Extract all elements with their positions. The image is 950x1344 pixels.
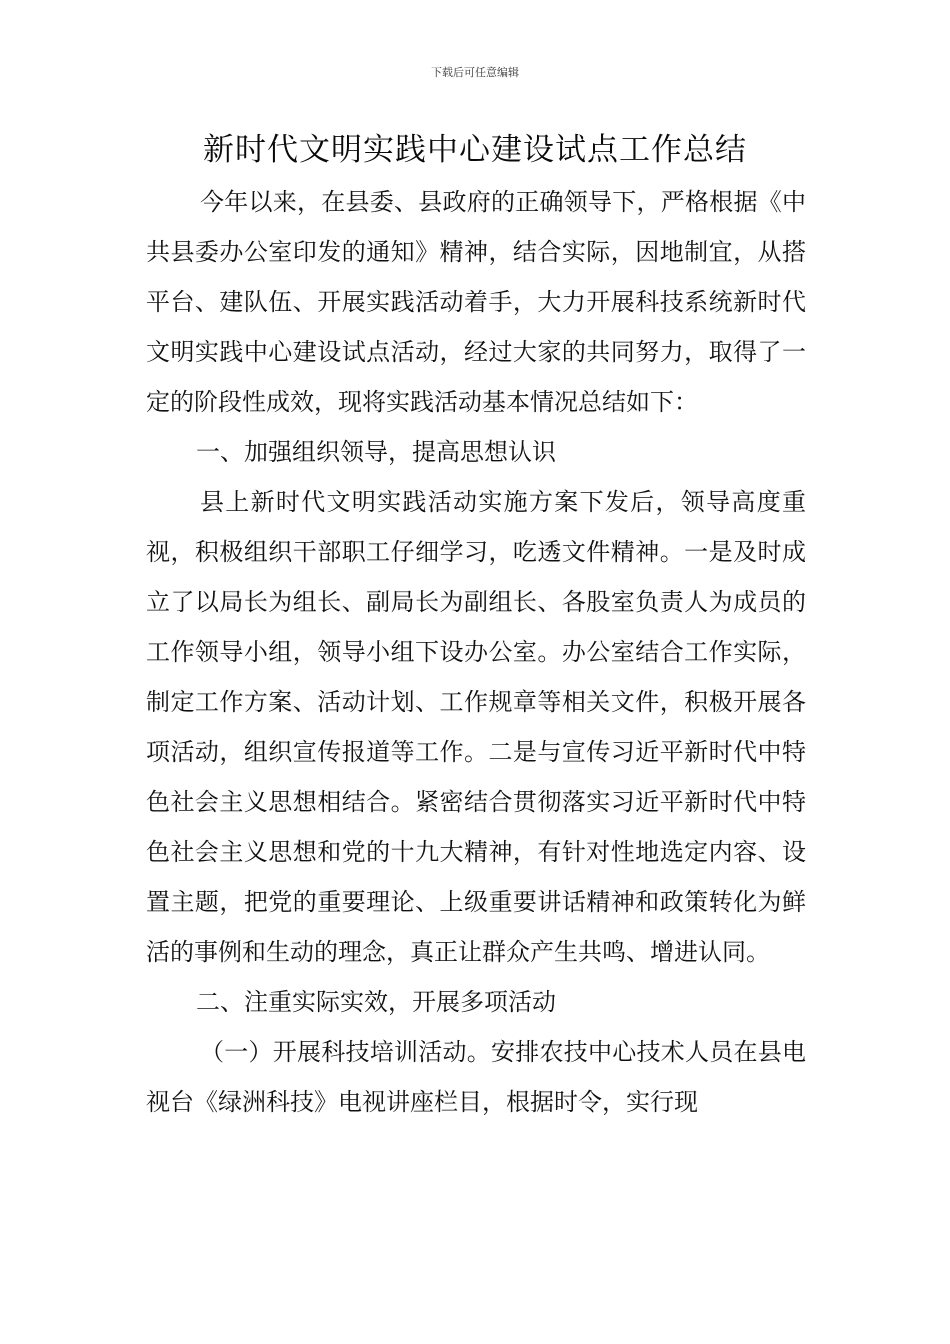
section-2-paragraph: （一）开展科技培训活动。安排农技中心技术人员在县电视台《绿洲科技》电视讲座栏目，根据时令，实行现 [146,1038,806,1116]
section-1-paragraph: 县上新时代文明实践活动实施方案下发后，领导高度重视，积极组织干部职工仔细学习，吃透文件精神。一是及时成立了以局长为组长、副局长为副组长、各股室负责人为成员的工作领导小组，领导小组下设办公室。办公室结合工作实际，制定工作方案、活动计划、工作规章等相关文件，积极开展各项活动，组织宣传报道等工作。二是与宣传习近平新时代中特色社会主义思想相结合。紧密结合贯彻落实习近平新时代中特色社会主义思想和党的十九大精神，有针对性地选定内容、设置主题，把党的重要理论、上级重要讲话精神和政策转化为鲜活的事例和生动的理念，真正让群众产生共鸣、增进认同。 [146,488,806,966]
document-title: 新时代文明实践中心建设试点工作总结 [203,132,747,168]
section-heading-1: 一、加强组织领导，提高思想认识 [196,438,556,466]
intro-paragraph: 今年以来，在县委、县政府的正确领导下，严格根据《中共县委办公室印发的通知》精神，结合实际，因地制宜，从搭平台、建队伍、开展实践活动着手，大力开展科技系统新时代文明实践中心建设试点活动，经过大家的共同努力，取得了一定的阶段性成效，现将实践活动基本情况总结如下： [146,188,806,416]
section-heading-2: 二、注重实际实效，开展多项活动 [196,988,556,1016]
header-note: 下载后可任意编辑 [431,66,519,79]
document-body [146,177,806,1127]
